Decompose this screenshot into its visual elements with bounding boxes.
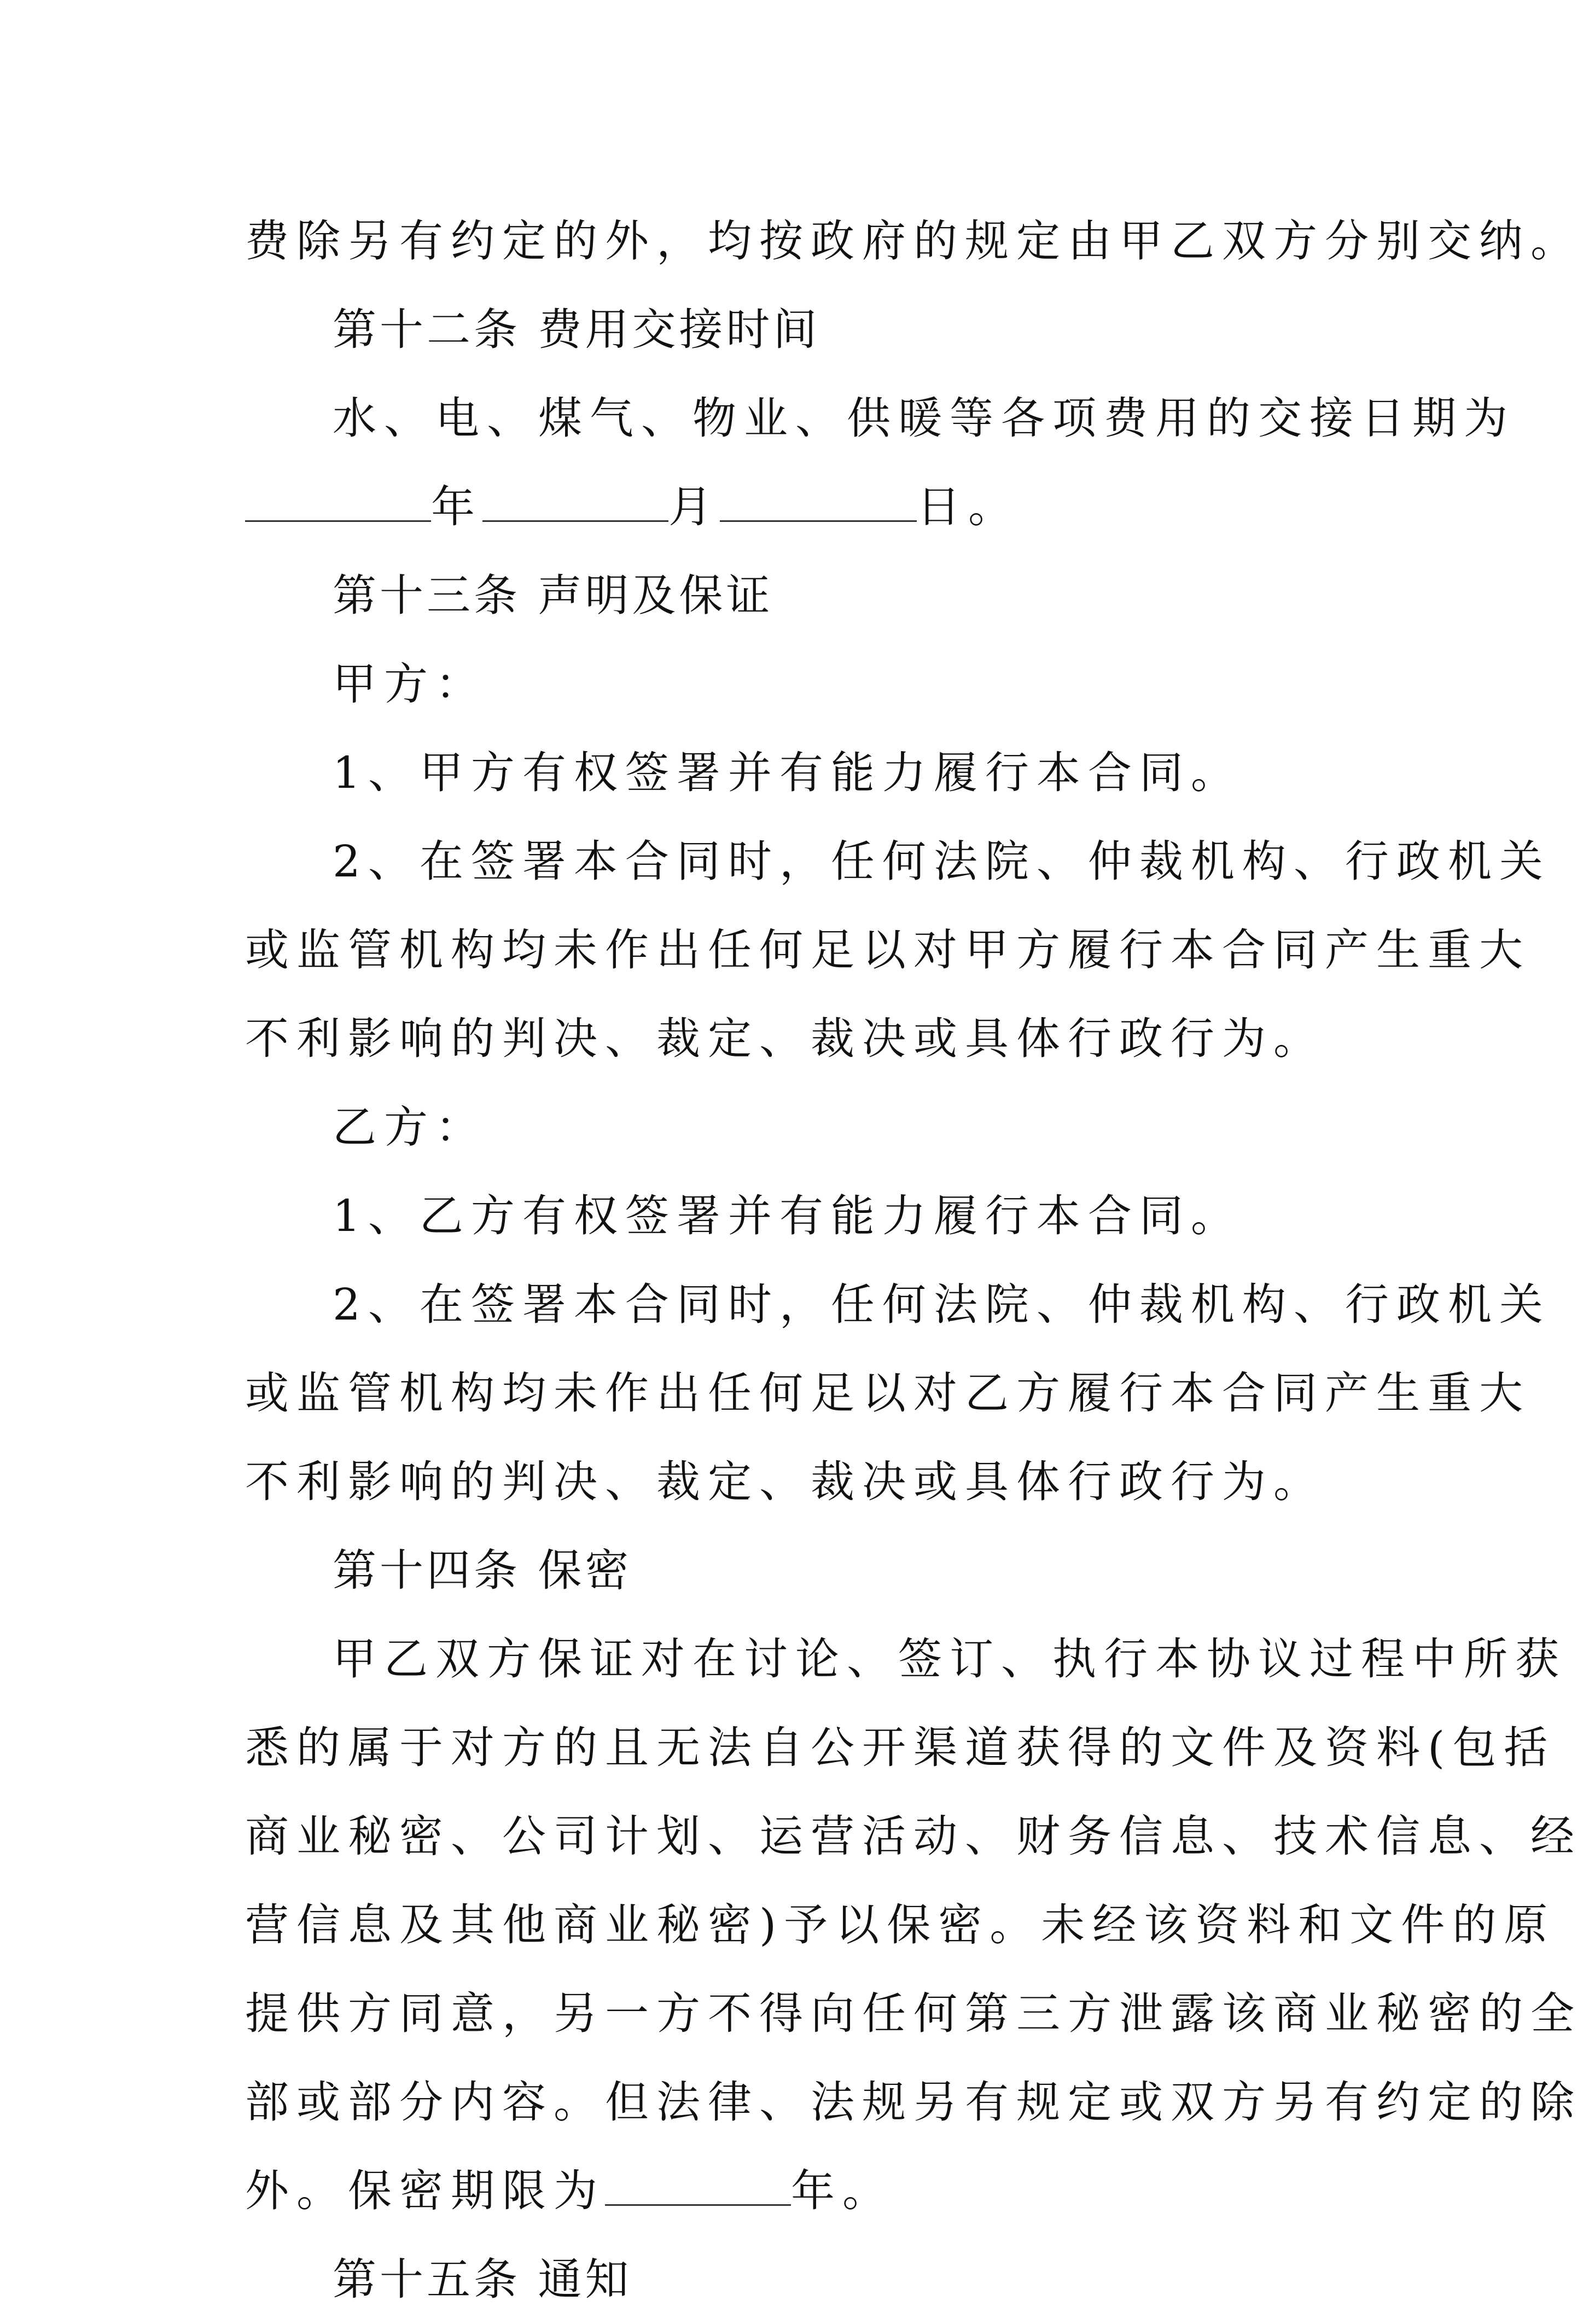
body-text-line: 1、甲方有权签署并有能力履行本合同。: [333, 747, 1242, 798]
party-b-label: 乙方：: [333, 1102, 487, 1153]
article-15-heading: 第十五条 通知: [333, 2254, 632, 2305]
term-years-blank: [605, 2165, 791, 2206]
party-a-label: 甲方：: [333, 659, 487, 710]
day-label: 日。: [917, 481, 1020, 532]
month-label: 月: [668, 481, 720, 532]
body-text-line: 不利影响的判决、裁定、裁决或具体行政行为。: [245, 1013, 1325, 1064]
document-page: [245, 197, 1582, 2324]
body-text-line: 悉的属于对方的且无法自公开渠道获得的文件及资料(包括: [245, 1722, 1556, 1773]
body-text-line: 提供方同意，另一方不得向任何第三方泄露该商业秘密的全: [245, 1988, 1582, 2039]
body-text-line: 营信息及其他商业秘密)予以保密。未经该资料和文件的原: [245, 1899, 1556, 1950]
confidentiality-term-line: [245, 2147, 1355, 2235]
article-14-heading: 第十四条 保密: [333, 1545, 632, 1596]
day-blank: [720, 481, 917, 522]
term-suffix: 年。: [791, 2165, 894, 2216]
article-13-heading: 第十三条 声明及保证: [333, 570, 773, 621]
body-text-line: 2、在签署本合同时，任何法院、仲裁机构、行政机关: [333, 1279, 1551, 1330]
article-12-heading: 第十二条 费用交接时间: [333, 304, 820, 355]
body-text-line: 或监管机构均未作出任何足以对乙方履行本合同产生重大: [245, 1368, 1530, 1419]
body-text-line: 1、乙方有权签署并有能力履行本合同。: [333, 1190, 1242, 1241]
body-text-line: 部或部分内容。但法律、法规另有规定或双方另有约定的除: [245, 2077, 1582, 2128]
body-text-line: 甲乙双方保证对在讨论、签订、执行本协议过程中所获: [333, 1634, 1567, 1684]
body-text-line: 商业秘密、公司计划、运营活动、财务信息、技术信息、经: [245, 1811, 1582, 1862]
body-text-line: 或监管机构均未作出任何足以对甲方履行本合同产生重大: [245, 925, 1530, 975]
month-blank: [482, 481, 668, 522]
body-text-line: 费除另有约定的外，均按政府的规定由甲乙双方分别交纳。: [245, 216, 1582, 266]
body-text-line: 不利影响的判决、裁定、裁决或具体行政行为。: [245, 1456, 1325, 1507]
term-prefix: 外。保密期限为: [245, 2165, 605, 2216]
body-text-line: 2、在签署本合同时，任何法院、仲裁机构、行政机关: [333, 836, 1551, 887]
date-fill-line: [245, 463, 1355, 551]
year-label: 年: [431, 481, 482, 532]
body-text-line: 水、电、煤气、物业、供暖等各项费用的交接日期为: [333, 393, 1515, 444]
year-blank: [245, 481, 431, 522]
